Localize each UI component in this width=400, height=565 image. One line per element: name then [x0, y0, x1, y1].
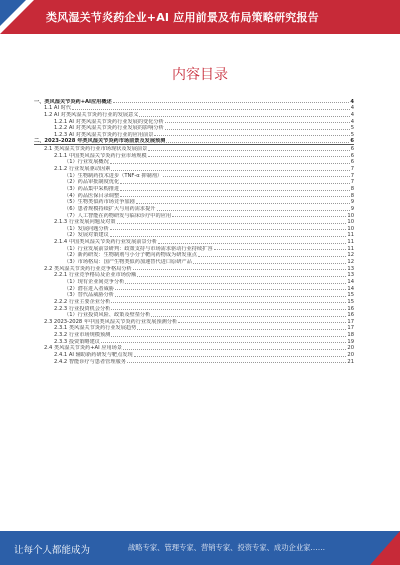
toc-entry-title: 1.2 AI 对类风湿关节炎药行业的发展意义: [44, 111, 139, 118]
toc-dot-leader: [133, 269, 347, 270]
toc-page-number: 5: [350, 131, 354, 138]
toc-entry[interactable]: [34, 125, 354, 132]
toc-dot-leader: [166, 142, 349, 143]
toc-entry-title: 2.3 2023-2028 年中国类风湿关节炎药行业发展预测分析: [44, 318, 178, 325]
toc-entry[interactable]: [34, 219, 354, 226]
toc-entry-title: 2.4 类风湿关节炎药+AI 应用场景: [44, 345, 123, 352]
toc-entry[interactable]: [34, 98, 354, 105]
toc-entry[interactable]: [34, 298, 354, 305]
toc-entry[interactable]: [34, 345, 354, 352]
toc-entry-title: （6）患者规模持续扩大与用药需求提升: [64, 205, 156, 212]
toc-dot-leader: [163, 176, 350, 177]
toc-page-number: 11: [347, 239, 354, 246]
toc-entry-title: 2.1.3 行业发展问题及对策: [54, 219, 116, 226]
toc-entry-title: 2.1 类风湿关节炎药行业市场现状及发展前景: [44, 146, 148, 153]
toc-entry[interactable]: [34, 358, 354, 365]
toc-entry-title: （2）发展对策建议: [64, 232, 109, 239]
toc-dot-leader: [148, 150, 349, 151]
toc-entry-title: （7）人工智能在药物研发与临床诊疗中的应用: [64, 212, 172, 219]
toc-page-number: 15: [347, 298, 354, 305]
toc-entry-title: 2.1.1 中国类风湿关节炎药行业市场规模: [54, 152, 147, 159]
toc-page-number: 10: [347, 225, 354, 232]
toc-entry[interactable]: [34, 312, 354, 319]
toc-entry-title: （2）潜在进入者威胁: [64, 285, 114, 292]
toc-entry[interactable]: [34, 152, 354, 159]
toc-heading: 内容目录: [172, 67, 228, 83]
toc-page-number: 11: [347, 232, 354, 239]
toc-page-number: 8: [350, 192, 354, 199]
toc-dot-leader: [137, 329, 346, 330]
toc-page-number: 20: [347, 351, 354, 358]
toc-entry-title: 二、2023-2028 年类风湿关节炎药市场前景及发展预测: [34, 138, 166, 145]
toc-entry[interactable]: [34, 245, 354, 252]
toc-entry-title: （5）生物类似药市场竞争加剧: [64, 199, 135, 206]
toc-page-number: 13: [347, 272, 354, 279]
toc-dot-leader: [178, 322, 346, 323]
toc-dot-leader: [151, 316, 346, 317]
toc-entry[interactable]: [34, 338, 354, 345]
toc-page-number: 12: [347, 259, 354, 266]
toc-entry[interactable]: [34, 118, 354, 125]
toc-dot-leader: [136, 203, 350, 204]
toc-entry[interactable]: [34, 351, 354, 358]
toc-dot-leader: [120, 190, 350, 191]
toc-page-number: 8: [350, 185, 354, 192]
toc-dot-leader: [125, 283, 346, 284]
toc-entry[interactable]: [34, 172, 354, 179]
toc-dot-leader: [111, 170, 349, 171]
toc-dot-leader: [154, 135, 349, 136]
toc-dot-leader: [120, 183, 350, 184]
toc-entry-title: （1）生物制药技术进步（TNF-α 抑制剂）: [64, 172, 163, 179]
toc-page-number: 14: [347, 278, 354, 285]
toc-dot-leader: [157, 210, 350, 211]
toc-page-number: 10: [347, 219, 354, 226]
toc-entry-title: 2.3.2 行业市场规模预测: [54, 332, 111, 339]
toc-dot-leader: [111, 302, 346, 303]
footer-banner: [0, 531, 400, 565]
toc-entry[interactable]: [34, 145, 354, 152]
toc-entry-title: 2.2.1 行业竞争格局及企业市场份额: [54, 272, 137, 279]
toc-page-number: 10: [347, 212, 354, 219]
toc-entry-title: 2.2 类风湿关节炎药行业竞争格局分析: [44, 265, 132, 272]
report-title: 类风湿关节炎药企业+AI 应用前景及布局策略研究报告: [46, 11, 319, 24]
toc-dot-leader: [134, 356, 347, 357]
toc-entry-title: （3）市场格局：国产生物类似药加速替代进口原研产品: [64, 259, 192, 266]
toc-dot-leader: [158, 243, 346, 244]
toc-dot-leader: [110, 229, 347, 230]
toc-entry-title: 2.1.4 中国类风湿关节炎药行业发展前景分析: [54, 239, 158, 246]
toc-dot-leader: [137, 276, 346, 277]
toc-entry[interactable]: [34, 225, 354, 232]
table-of-contents: [34, 98, 354, 365]
toc-page-number: 15: [347, 292, 354, 299]
toc-dot-leader: [127, 362, 346, 363]
toc-entry[interactable]: [34, 285, 354, 292]
toc-entry[interactable]: [34, 331, 354, 338]
toc-dot-leader: [115, 289, 346, 290]
toc-entry[interactable]: [34, 232, 354, 239]
toc-entry-title: 2.4.2 智能诊疗与患者管理服务: [54, 358, 126, 365]
toc-dot-leader: [214, 249, 347, 250]
toc-entry[interactable]: [34, 159, 354, 166]
toc-page-number: 7: [350, 172, 354, 179]
toc-entry-title: （3）替代品威胁分析: [64, 292, 114, 299]
toc-entry-title: （4）药品医保目录调整: [64, 192, 120, 199]
toc-page-number: 21: [347, 358, 354, 365]
footer-slogan: 让每个人都能成为: [14, 545, 91, 556]
toc-entry[interactable]: [34, 318, 354, 325]
toc-page-number: 20: [347, 345, 354, 352]
toc-page-number: 9: [350, 205, 354, 212]
toc-entry-title: 1.2.1 AI 对类风湿关节炎药行业发展的变化分析: [54, 118, 164, 125]
toc-entry-title: 一、类风湿关节炎药+AI应用概述: [34, 98, 112, 105]
toc-page-number: 11: [347, 245, 354, 252]
toc-page-number: 5: [350, 125, 354, 132]
toc-page-number: 9: [350, 199, 354, 206]
toc-dot-leader: [101, 342, 346, 343]
toc-dot-leader: [123, 349, 346, 350]
toc-entry[interactable]: [34, 258, 354, 265]
toc-page-number: 14: [347, 285, 354, 292]
toc-entry[interactable]: [34, 192, 354, 199]
toc-page-number: 6: [350, 159, 354, 166]
toc-dot-leader: [139, 116, 349, 117]
toc-page-number: 16: [347, 312, 354, 319]
toc-entry-title: （3）药品集中采购推进: [64, 185, 120, 192]
toc-entry-title: 2.4.1 AI 辅助新药研发与靶点发现: [54, 351, 133, 358]
toc-dot-leader: [110, 163, 350, 164]
toc-entry-title: （2）新药研发：生物制剂与小分子靶向药物成为研发重点: [64, 252, 197, 259]
toc-page-number: 6: [350, 152, 354, 159]
toc-page-number: 6: [350, 146, 354, 153]
toc-dot-leader: [111, 336, 346, 337]
toc-entry[interactable]: [34, 278, 354, 285]
toc-page-number: 16: [347, 305, 354, 312]
toc-dot-leader: [148, 156, 350, 157]
toc-entry[interactable]: [34, 265, 354, 272]
toc-entry-title: 2.2.2 行业主要企业分析: [54, 298, 111, 305]
footer-slogan-roles: 战略专家、管理专家、营销专家、投资专家、成功企业家……: [128, 543, 326, 552]
toc-entry-title: 2.3.1 类风湿关节炎药行业发展趋势: [54, 325, 137, 332]
toc-entry-title: 1.2.2 AI 对类风湿关节炎药行业发展的影响分析: [54, 125, 164, 132]
toc-page-number: 12: [347, 252, 354, 259]
toc-entry[interactable]: [34, 292, 354, 299]
toc-dot-leader: [172, 216, 346, 217]
toc-entry-title: （1）行业投资风险、政策及壁垒分析: [64, 312, 151, 319]
toc-entry[interactable]: [34, 105, 354, 112]
toc-entry[interactable]: [34, 325, 354, 332]
toc-entry[interactable]: [34, 131, 354, 138]
toc-entry[interactable]: [34, 165, 354, 172]
toc-page-number: 4: [350, 98, 354, 105]
toc-page-number: 17: [347, 325, 354, 332]
toc-entry-title: （1）行业发展概况: [64, 159, 109, 166]
toc-entry[interactable]: [34, 111, 354, 118]
toc-entry[interactable]: [34, 205, 354, 212]
toc-dot-leader: [165, 129, 350, 130]
toc-entry-title: 1.2.3 AI 对类风湿关节炎药行业的应用前景: [54, 131, 154, 138]
toc-dot-leader: [113, 102, 350, 103]
report-header-banner: [0, 0, 400, 34]
toc-entry-title: （1）行业发展前景研判：政策支持与市场需求驱动行业持续扩容: [64, 245, 213, 252]
toc-entry[interactable]: [34, 212, 354, 219]
toc-entry[interactable]: [34, 138, 354, 146]
toc-entry-title: 2.1.2 行业发展驱动因素: [54, 166, 111, 173]
toc-entry[interactable]: [34, 179, 354, 186]
toc-page-number: 13: [347, 265, 354, 272]
header-corner-accent: [0, 0, 26, 26]
toc-page-number: 7: [350, 166, 354, 173]
toc-dot-leader: [193, 263, 347, 264]
footer-corner-decoration: [370, 531, 400, 565]
toc-page-number: 18: [347, 332, 354, 339]
toc-dot-leader: [115, 296, 346, 297]
toc-page-number: 19: [347, 338, 354, 345]
toc-entry[interactable]: [34, 305, 354, 312]
toc-entry-title: 2.2.3 行业投资机会分析: [54, 305, 111, 312]
toc-dot-leader: [111, 309, 346, 310]
toc-dot-leader: [117, 223, 347, 224]
toc-entry[interactable]: [34, 238, 354, 245]
toc-entry-title: （1）现有企业间竞争分析: [64, 278, 125, 285]
toc-dot-leader: [72, 109, 350, 110]
toc-entry[interactable]: [34, 272, 354, 279]
toc-page-number: 4: [350, 111, 354, 118]
toc-page-number: 17: [347, 318, 354, 325]
toc-dot-leader: [110, 236, 347, 237]
toc-dot-leader: [165, 122, 350, 123]
toc-entry-title: （1）发展问题分析: [64, 225, 109, 232]
toc-entry-title: 1.1 AI 时代: [44, 105, 72, 112]
toc-page-number: 4: [350, 118, 354, 125]
toc-dot-leader: [198, 256, 346, 257]
toc-entry[interactable]: [34, 199, 354, 206]
toc-dot-leader: [120, 196, 350, 197]
toc-entry-title: 2.3.3 投资策略建议: [54, 338, 100, 345]
toc-page-number: 7: [350, 179, 354, 186]
toc-entry[interactable]: [34, 252, 354, 259]
toc-entry[interactable]: [34, 185, 354, 192]
toc-page-number: 4: [350, 105, 354, 112]
toc-page-number: 6: [350, 138, 354, 145]
toc-entry-title: （2）药品审批制度优化: [64, 179, 120, 186]
